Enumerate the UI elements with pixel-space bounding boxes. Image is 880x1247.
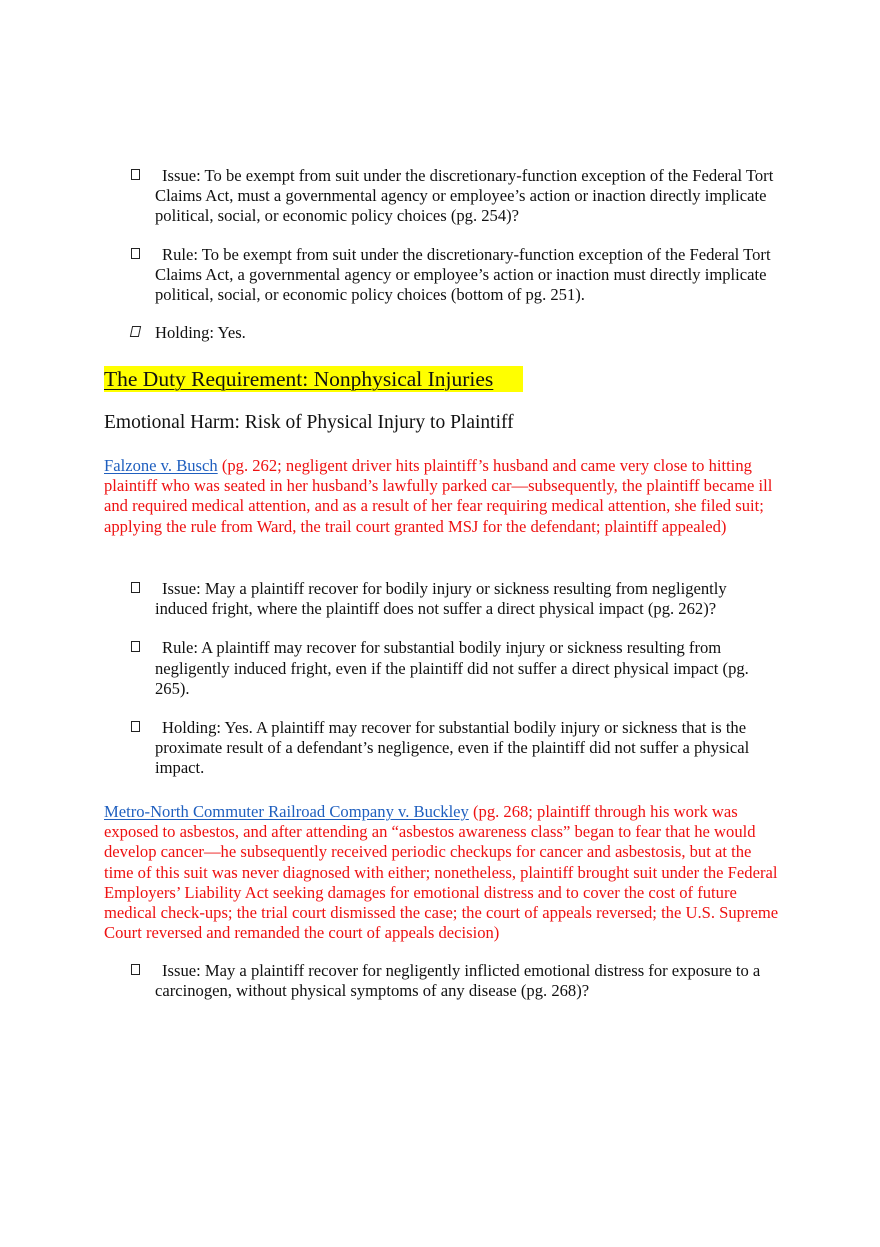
issue-bullet: [0, 961, 775, 1001]
holding-bullet: [0, 718, 775, 779]
rule-text: Rule: A plaintiff may recover for substantial bodily injury or sickness resulting from negligently induced fright, even if the plaintiff did not suffer a direct physical impact (pg. 265).: [155, 638, 749, 698]
issue-text: Issue: May a plaintiff recover for bodily injury or sickness resulting from negligently induced fright, where the plaintiff does not suffer a direct physical impact (pg. 262)?: [155, 579, 727, 619]
holding-bullet: [0, 323, 775, 343]
issue-bullet: [0, 166, 775, 227]
section-title: The Duty Requirement: Nonphysical Injuries: [104, 366, 523, 392]
issue-text: Issue: May a plaintiff recover for negligently inflicted emotional distress for exposure to a carcinogen, without physical symptoms of any disease (pg. 268)?: [155, 961, 761, 1001]
case-summary-falzone: (pg. 262; negligent driver hits plaintiff’s husband and came very close to hitting plaintiff who was seated in her husband’s lawfully parked car—subsequently, the plaintiff became ill and required medical attention, and as a result of her fear requiring medical attention, she filed suit; applying the rule from Ward, the trail court granted MSJ for the defendant; plaintiff appealed): [104, 456, 773, 536]
holding-text: Holding: Yes.: [155, 323, 246, 343]
case-link-falzone[interactable]: Falzone v. Busch: [104, 456, 218, 475]
case-paragraph-metro-north: [104, 802, 784, 943]
rule-text: Rule: To be exempt from suit under the discretionary-function exception of the Federal Tort Claims Act, a governmental agency or employee’s action or inaction must directly implicate political, social, or economic policy choices (bottom of pg. 251).: [155, 244, 771, 305]
rule-bullet: [0, 638, 775, 699]
checkbox-icon: [131, 641, 140, 652]
issue-bullet: [0, 579, 775, 619]
sub-title: Emotional Harm: Risk of Physical Injury to Plaintiff: [104, 412, 514, 433]
checkbox-icon: [130, 326, 141, 337]
checkbox-icon: [131, 248, 140, 259]
top-bullet-list: [0, 166, 880, 343]
checkbox-icon: [131, 582, 140, 593]
checkbox-icon: [131, 964, 140, 975]
issue-text: Issue: To be exempt from suit under the discretionary-function exception of the Federal Tort Claims Act, must a governmental agency or employee’s action or inaction directly implicate political, social, or economic policy choices (pg. 254)?: [155, 166, 774, 226]
case-link-metro-north[interactable]: Metro-North Commuter Railroad Company v. Buckley: [104, 802, 469, 821]
case-summary-metro-north: (pg. 268; plaintiff through his work was exposed to asbestos, and after attending an “asbestos awareness class” began to fear that he would develop cancer—he subsequently received periodic checkups for cancer and asbestosis, but at the time of this suit was never diagnosed with either; nonetheless, plaintiff brought suit under the Federal Employers’ Liability Act seeking damages for emotional distress and to cover the cost of future medical check-ups; the trial court dismissed the case; the court of appeals reversed; the U.S. Supreme Court reversed and remanded the court of appeals decision): [104, 802, 779, 943]
checkbox-icon: [131, 169, 140, 180]
holding-text: Holding: Yes. A plaintiff may recover for substantial bodily injury or sickness that is the proximate result of a defendant’s negligence, even if the plaintiff did not suffer a physical impact.: [155, 718, 750, 778]
case-paragraph-falzone: [104, 456, 784, 537]
checkbox-icon: [131, 721, 140, 732]
falzone-bullet-list: [0, 579, 880, 779]
rule-bullet: [0, 245, 775, 306]
metro-north-bullet-list: [0, 961, 880, 1001]
